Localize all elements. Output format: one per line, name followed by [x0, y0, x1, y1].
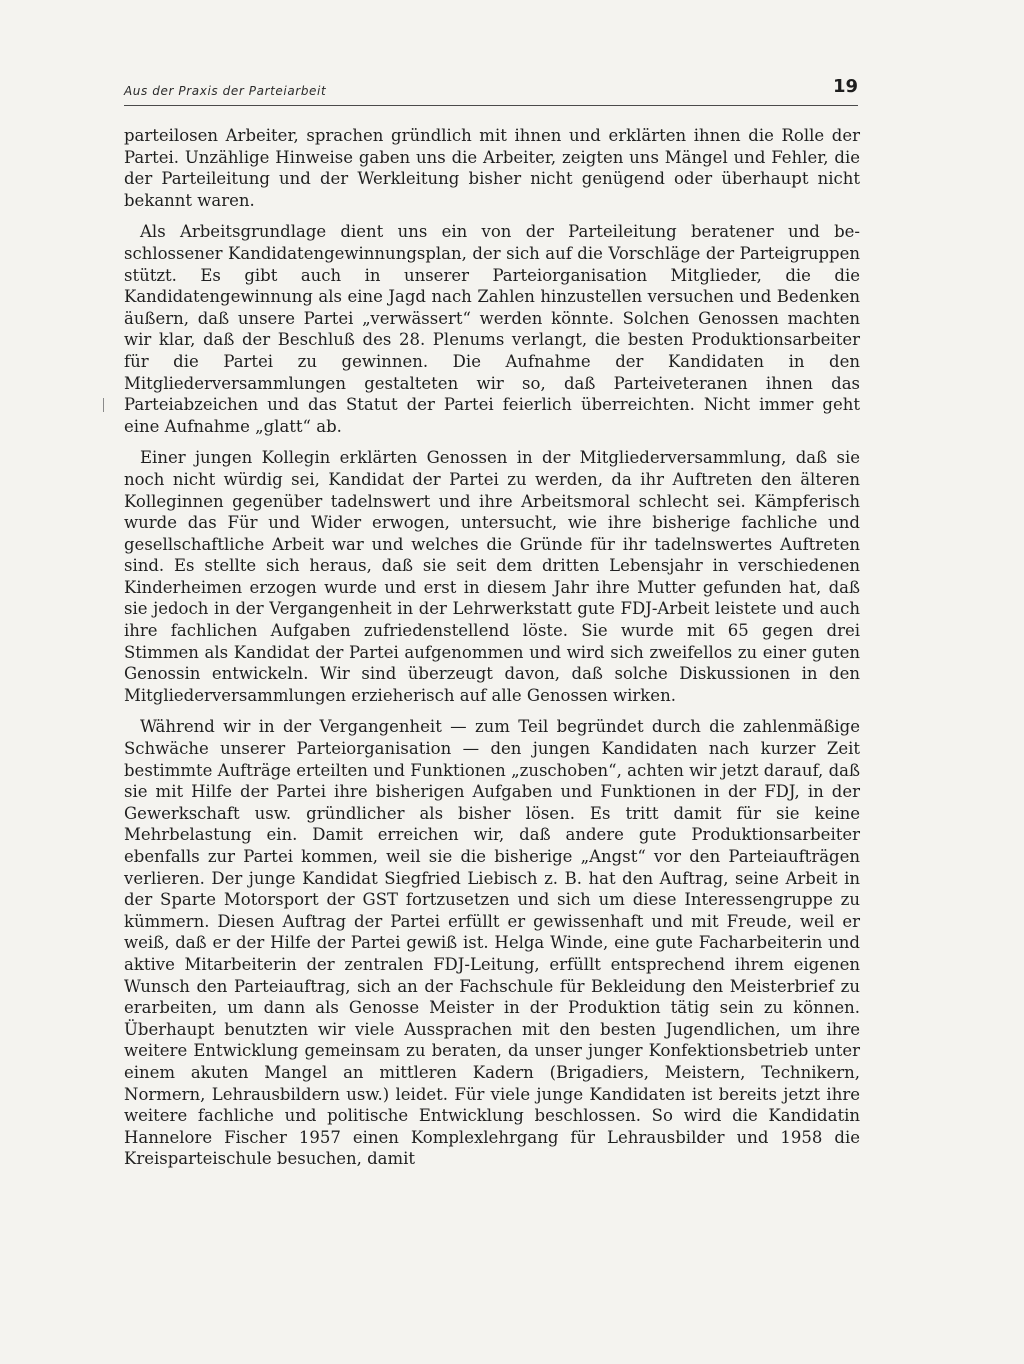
paragraph-2: Als Arbeitsgrundlage dient uns ein von der Parteileitung beratener und beschlossener Kandidatengewinnungsplan, der sich auf die Vorschläge der Parteigruppen stützt. Es gibt auch in unserer Parteiorganisation Mitglieder, die die Kandidatengewinnung als eine Jagd nach Zahlen hinzustellen versuchen und Bedenken äußern, daß unsere Partei „verwässert“ werden könnte. Solchen Genossen machten wir klar, daß der Beschluß des 28. Plenums verlangt, die besten Produktionsarbeiter für die Partei zu gewinnen. Die Aufnahme der Kandidaten in den Mitgliederversammlungen gestalteten wir so, daß Parteiveteranen ihnen das Parteiabzeichen und das Statut der Partei feierlich überreichten. Nicht immer geht eine Aufnahme „glatt“ ab. — [124, 222, 860, 436]
running-head: Aus der Praxis der Parteiarbeit — [124, 84, 327, 98]
page-number: 19 — [832, 76, 858, 97]
paragraph-4: Während wir in der Vergangenheit — zum Teil begründet durch die zahlenmäßige Schwäche unserer Parteiorganisation — den jungen Kandidaten nach kurzer Zeit bestimmte Aufträge erteilten und Funktionen „zuschoben“, achten wir jetzt darauf, daß sie mit Hilfe der Partei ihre bisherigen Aufgaben und Funktionen in der FDJ, in der Gewerkschaft usw. gründlicher als bisher lösen. Es tritt damit für sie keine Mehrbelastung ein. Damit erreichen wir, daß andere gute Produktionsarbeiter ebenfalls zur Partei kommen, weil sie die bisherige „Angst“ vor den Parteiaufträgen verlieren. Der junge Kandidat Siegfried Liebisch z. B. hat den Auftrag, seine Arbeit in der Sparte Motorsport der GST fortzusetzen und sich um diese Interessengruppe zu kümmern. Diesen Auftrag der Partei erfüllt er gewissenhaft und mit Freude, weil er weiß, daß er der Hilfe der Partei gewiß ist. Helga Winde, eine gute Facharbeiterin und aktive Mitarbeiterin der zentralen FDJ-Leitung, erfüllt entsprechend ihrem eigenen Wunsch den Parteiauftrag, sich an der Fachschule für Bekleidung den Meisterbrief zu erarbeiten, um dann als Genosse Meister in der Produktion tätig sein zu können. Überhaupt benutzten wir viele Aussprachen mit den besten Jugendlichen, um ihre weitere Entwicklung gemeinsam zu beraten, da unser junger Konfektionsbetrieb unter einem akuten Mangel an mittleren Kadern (Brigadiers, Meistern, Technikern, Normern, Lehrausbildern usw.) leidet. Für viele junge Kandidaten ist bereits jetzt ihre weitere fachliche und politische Entwicklung beschlossen. So wird die Kandidatin Hannelore Fischer 1957 einen Komplexlehrgang für Lehrausbilder und 1958 die Kreisparteischule besuchen, damit — [124, 717, 860, 1169]
page-header — [124, 76, 858, 102]
margin-mark — [103, 398, 104, 412]
paragraph-3: Einer jungen Kollegin erklärten Genossen in der Mitgliederversammlung, daß sie noch nicht würdig sei, Kandidat der Partei zu werden, da ihr Auftreten den älteren Kolleginnen gegenüber tadelnswert und ihre Arbeitsmoral schlecht sei. Kämpferisch wurde das Für und Wider erwogen, untersucht, wie ihre bisherige fachliche und gesellschaftliche Arbeit war und welches die Gründe für ihr tadelnswertes Auftreten sind. Es stellte sich heraus, daß sie seit dem dritten Lebensjahr in verschiedenen Kinderheimen erzogen wurde und erst in diesem Jahr ihre Mutter gefunden hat, daß sie jedoch in der Vergangenheit in der Lehrwerkstatt gute FDJ-Arbeit leistete und auch ihre fachlichen Aufgaben zufriedenstellend löste. Sie wurde mit 65 gegen drei Stimmen als Kandidat der Partei aufgenommen und wird sich zweifellos zu einer guten Genossin entwickeln. Wir sind überzeugt davon, daß solche Diskussionen in den Mitgliederversammlungen erzieherisch auf alle Genossen wirken. — [124, 448, 860, 705]
header-rule — [124, 105, 858, 106]
paragraph-1: parteilosen Arbeiter, sprachen gründlich mit ihnen und erklärten ihnen die Rolle der Partei. Unzählige Hinweise gaben uns die Arbeiter, zeigten uns Mängel und Fehler, die der Parteileitung und der Werkleitung bisher nicht genügend oder überhaupt nicht bekannt waren. — [124, 126, 860, 210]
body-text — [124, 125, 860, 1180]
